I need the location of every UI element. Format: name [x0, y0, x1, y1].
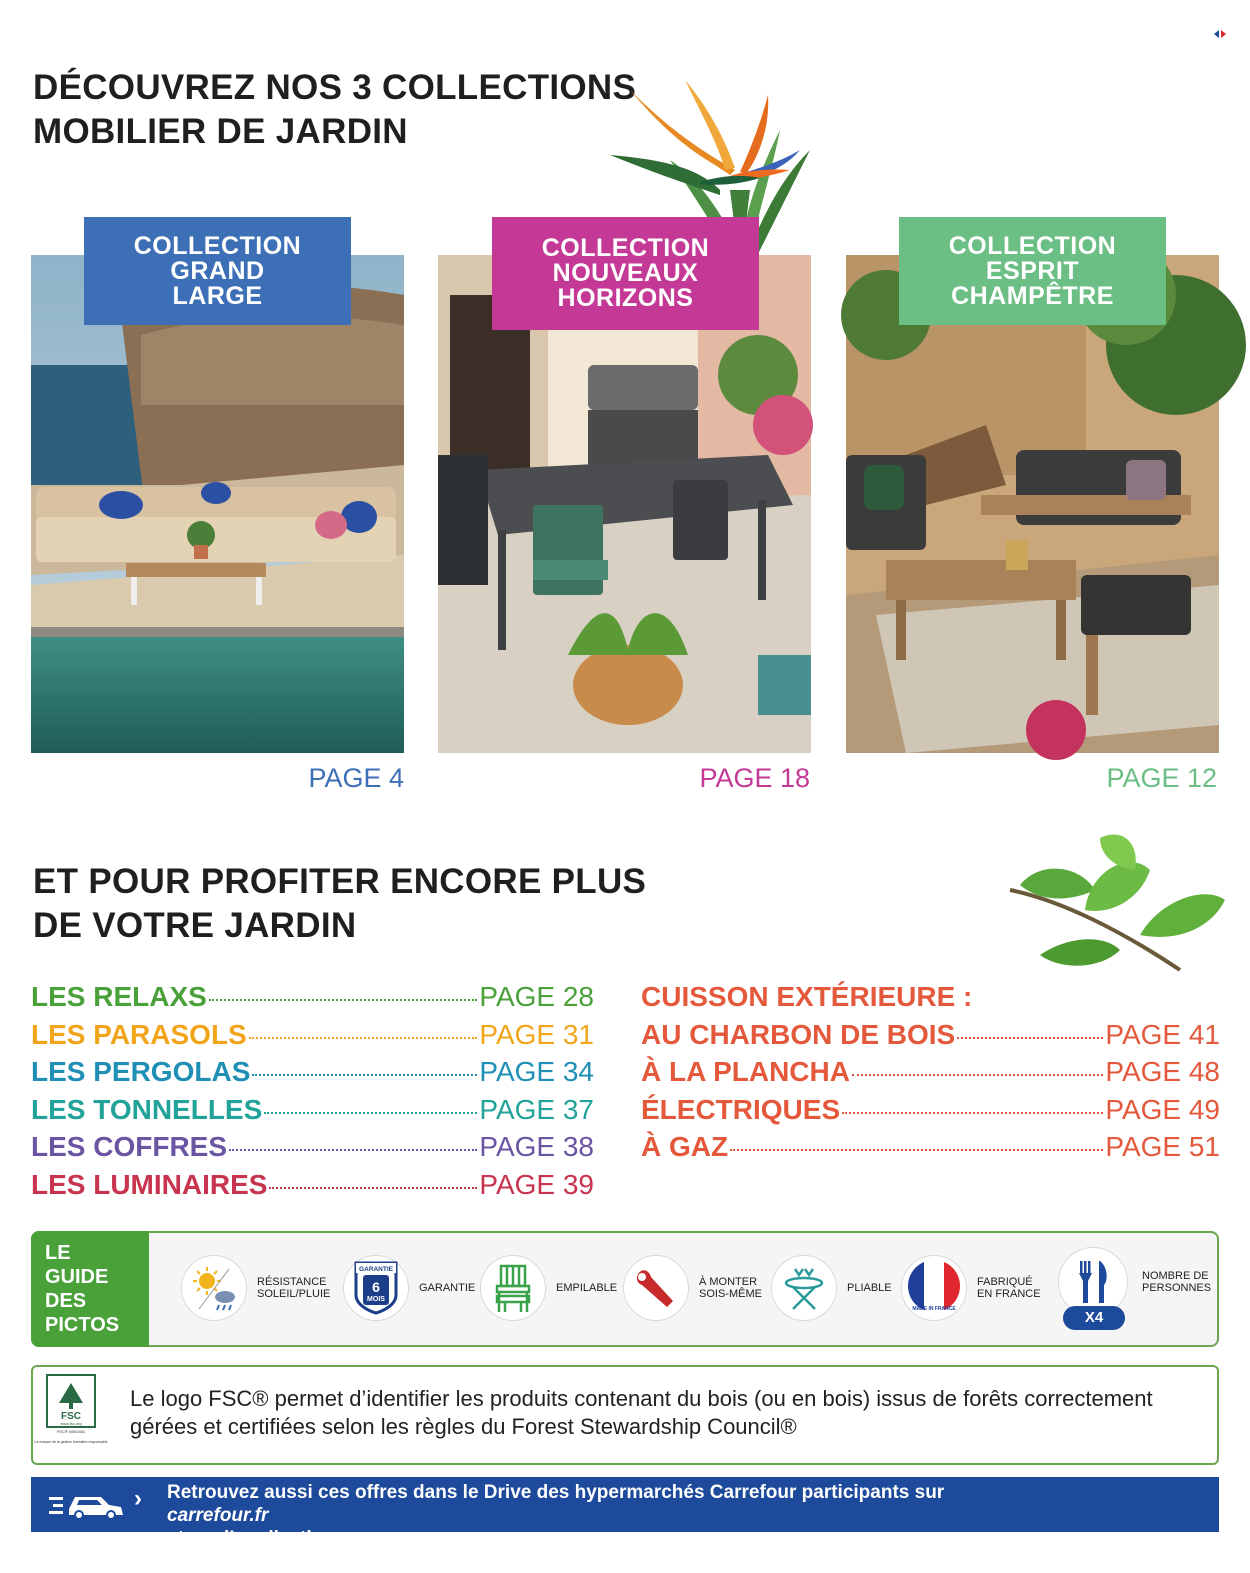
made-in-france-badge-text: MADE IN FRANCE — [912, 1306, 956, 1312]
index-row[interactable] — [31, 978, 594, 1016]
fsc-logo — [34, 1373, 108, 1459]
guarantee-badge-top: GARANTIE — [359, 1266, 393, 1273]
guarantee-badge-unit: MOIS — [367, 1296, 385, 1303]
picto-text-line: SOIS-MÊME — [699, 1288, 762, 1300]
terrace-sea-photo — [31, 255, 404, 753]
grand-large-page-link[interactable]: PAGE 4 — [308, 763, 404, 793]
tab-line: COLLECTION — [948, 231, 1117, 260]
fsc-logo-caption: La marque de la gestion forestière responsable — [34, 1440, 108, 1444]
dot-leader — [249, 1037, 478, 1039]
index-label: LES PERGOLAS — [31, 1056, 251, 1087]
fsc-description — [130, 1385, 1153, 1441]
picto-made-in-france — [901, 1255, 1041, 1321]
dot-leader — [229, 1149, 477, 1151]
picto-persons — [1058, 1247, 1212, 1326]
picto-label — [257, 1276, 330, 1300]
index-row[interactable] — [31, 1053, 594, 1091]
collection-esprit-champetre-tab[interactable] — [899, 217, 1166, 325]
nouveaux-horizons-page-link[interactable]: PAGE 18 — [699, 763, 810, 793]
fsc-logo-url: www.fsc.org — [60, 1421, 82, 1426]
dot-leader — [852, 1074, 1103, 1076]
index-heading — [641, 978, 1220, 1016]
esprit-champetre-page-link[interactable]: PAGE 12 — [1106, 763, 1217, 793]
france-flag-icon — [901, 1255, 967, 1321]
picto-text-line: À MONTER — [699, 1276, 758, 1288]
dot-leader — [269, 1187, 477, 1189]
index-row[interactable] — [31, 1016, 594, 1054]
pictos-label-line: PICTOS — [45, 1314, 120, 1336]
heading-line: DÉCOUVREZ NOS 3 COLLECTIONS — [33, 68, 637, 107]
dot-leader — [264, 1112, 477, 1114]
cutlery-icon — [1058, 1247, 1128, 1326]
index-row[interactable] — [31, 1166, 594, 1204]
picto-foldable — [771, 1255, 892, 1321]
picto-stackable — [480, 1255, 617, 1321]
picto-label — [556, 1282, 617, 1294]
tab-line: LARGE — [172, 281, 263, 310]
index-row[interactable] — [31, 1091, 594, 1129]
index-page: PAGE 38 — [479, 1131, 594, 1162]
collection-esprit-champetre-image[interactable] — [846, 255, 1219, 753]
fsc-line: Le logo FSC® permet d’identifier les produits contenant du bois (ou en bois) issus de forêts correctement — [130, 1386, 1153, 1411]
tab-line: NOUVEAUX — [552, 259, 699, 287]
index-label: LES RELAXS — [31, 981, 207, 1012]
pictos-guide — [31, 1231, 1219, 1347]
picto-text-line: RÉSISTANCE — [257, 1276, 327, 1288]
index-page: PAGE 39 — [479, 1168, 594, 1200]
fsc-logo-text: FSC — [61, 1411, 81, 1422]
index-row[interactable] — [31, 1128, 594, 1166]
dot-leader — [209, 999, 478, 1001]
heading-line: ET POUR PROFITER ENCORE PLUS — [33, 862, 647, 901]
tab-line: ESPRIT — [985, 256, 1080, 285]
more-heading — [33, 860, 646, 948]
persons-count-badge: X4 — [1063, 1306, 1125, 1330]
index-row[interactable] — [641, 1091, 1220, 1129]
picto-text-line: NOMBRE DE — [1142, 1270, 1209, 1282]
collections-heading — [33, 66, 636, 154]
dot-leader — [252, 1074, 477, 1076]
picto-label — [1142, 1270, 1211, 1294]
sun-rain-icon — [181, 1255, 247, 1321]
guarantee-shield-icon — [343, 1255, 409, 1321]
picto-text-line: EMPILABLE — [556, 1282, 618, 1294]
pictos-label-line: DES — [45, 1290, 87, 1312]
index-label: À LA PLANCHA — [641, 1056, 850, 1087]
index-heading-label: CUISSON EXTÉRIEURE : — [641, 981, 973, 1012]
index-label: À GAZ — [641, 1131, 729, 1162]
chevron-right-icon: › — [134, 1485, 142, 1512]
outdoor-cooking-index — [641, 978, 1220, 1166]
index-label: AU CHARBON DE BOIS — [641, 1018, 956, 1050]
drive-line-2-text: et sur l’application — [167, 1528, 335, 1549]
index-label: LES LUMINAIRES — [31, 1168, 268, 1200]
index-label: LES PARASOLS — [31, 1018, 247, 1050]
index-page: PAGE 49 — [1105, 1093, 1220, 1125]
picto-text-line: FABRIQUÉ — [977, 1276, 1033, 1288]
wrench-icon — [623, 1255, 689, 1321]
carrefour-fr-link[interactable]: carrefour.fr — [167, 1505, 269, 1526]
tab-line: HORIZONS — [557, 284, 694, 312]
wooden-lounge-photo — [846, 255, 1219, 753]
index-page: PAGE 41 — [1105, 1018, 1220, 1050]
collection-grand-large-tab[interactable] — [84, 217, 351, 325]
tab-line: COLLECTION — [133, 231, 302, 260]
tab-line: COLLECTION — [541, 234, 710, 262]
leaf-branch-image — [1000, 830, 1230, 980]
index-page: PAGE 51 — [1105, 1131, 1220, 1162]
dot-leader — [842, 1112, 1103, 1114]
dot-leader — [730, 1149, 1103, 1151]
drive-line-2 — [167, 1527, 944, 1573]
carrefour-mini-logo — [1214, 30, 1226, 38]
pictos-label-line: LE — [45, 1242, 71, 1264]
index-row[interactable] — [641, 1016, 1220, 1054]
fsc-line: gérées et certifiées selon les règles du Forest Stewardship Council® — [130, 1414, 797, 1439]
picto-label — [977, 1276, 1041, 1300]
dot-leader — [957, 1037, 1103, 1039]
picto-text-line: SOLEIL/PLUIE — [257, 1288, 331, 1300]
picto-guarantee — [343, 1255, 475, 1321]
accessories-index — [31, 978, 594, 1203]
index-label: LES COFFRES — [31, 1131, 228, 1162]
collection-grand-large-image[interactable] — [31, 255, 404, 753]
picto-label — [419, 1282, 475, 1294]
index-page: PAGE 48 — [1105, 1056, 1220, 1087]
collection-nouveaux-horizons-tab[interactable] — [492, 217, 759, 330]
drive-line-1 — [167, 1481, 944, 1527]
index-row[interactable] — [641, 1128, 1220, 1166]
picto-label — [847, 1282, 892, 1294]
folding-table-icon — [771, 1255, 837, 1321]
carrefour-app-link[interactable]: Carrefour — [167, 1551, 254, 1572]
drive-line-1-text: Retrouvez aussi ces offres dans le Drive des hypermarchés Carrefour participants sur — [167, 1482, 945, 1503]
picto-label — [699, 1276, 762, 1300]
index-page: PAGE 37 — [479, 1093, 594, 1125]
heading-line: DE VOTRE JARDIN — [33, 906, 357, 945]
picto-text-line: GARANTIE — [419, 1282, 476, 1294]
pictos-guide-label — [31, 1231, 149, 1347]
index-page: PAGE 34 — [479, 1056, 594, 1087]
index-label: ÉLECTRIQUES — [641, 1093, 841, 1125]
heading-line: MOBILIER DE JARDIN — [33, 112, 408, 151]
drive-text — [167, 1481, 944, 1573]
fsc-note — [31, 1365, 1219, 1465]
picto-text-line: PERSONNES — [1142, 1282, 1212, 1294]
index-row[interactable] — [641, 1053, 1220, 1091]
drive-car-icon — [47, 1487, 127, 1521]
stackable-chair-icon — [480, 1255, 546, 1321]
picto-sun-rain — [181, 1255, 330, 1321]
tab-line: GRAND — [170, 256, 265, 285]
pictos-label-line: GUIDE — [45, 1266, 109, 1288]
tab-line: CHAMPÊTRE — [951, 281, 1114, 310]
picto-text-line: EN FRANCE — [977, 1288, 1041, 1300]
picto-assembly — [623, 1255, 762, 1321]
index-page: PAGE 28 — [479, 981, 594, 1012]
picto-text-line: PLIABLE — [847, 1282, 892, 1294]
fsc-logo-code: FSC® N002461 — [56, 1429, 86, 1434]
drive-banner[interactable] — [31, 1477, 1219, 1572]
index-page: PAGE 31 — [479, 1018, 594, 1050]
guarantee-badge-number: 6 — [372, 1279, 380, 1295]
index-label: LES TONNELLES — [31, 1093, 263, 1125]
